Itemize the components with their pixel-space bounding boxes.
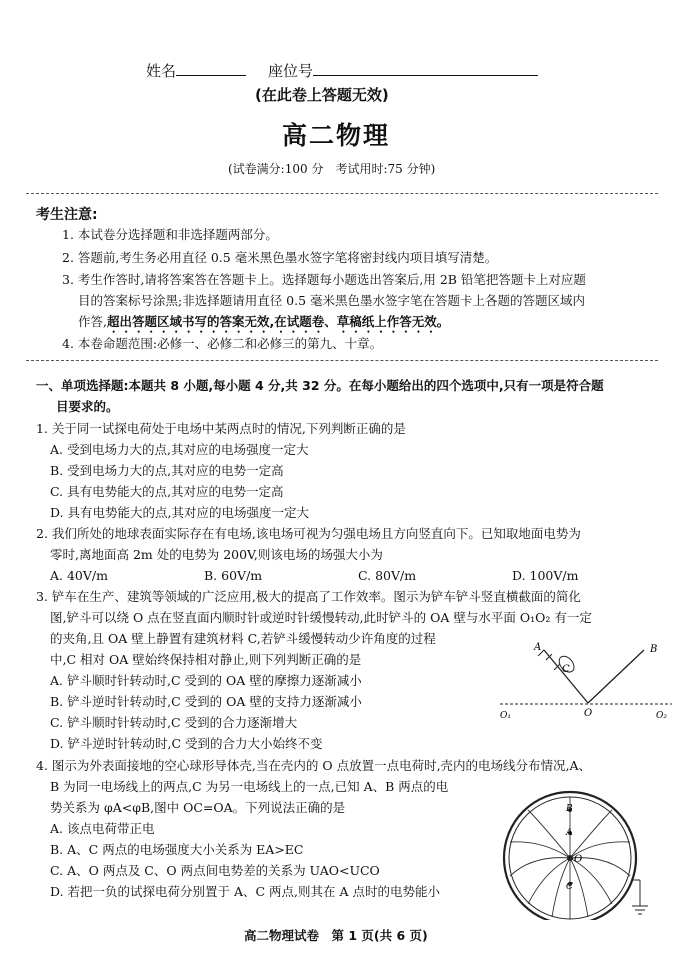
page-footer: 高二物理试卷 第 1 页(共 6 页) [244, 928, 428, 943]
notes-heading: 考生注意: [36, 207, 98, 223]
q1-stem: 1. 关于同一试探电荷处于电场中某两点时的情况,下列判断正确的是 [36, 421, 406, 436]
q3-label-o: O [584, 708, 593, 719]
q4-option-b: B. A、C 两点的电场强度大小关系为 EA>EC [50, 842, 304, 857]
note-3c-bold: 超出答题区域书写的答案无效,在试题卷、草稿纸上作答无效。 [106, 314, 450, 329]
note-3b: 目的答案标号涂黑;非选择题请用直径 0.5 毫米黑色墨水签字笔在答题卡上各题的答题区域内 [78, 293, 586, 308]
q3-option-c: C. 铲斗顺时针转动时,C 受到的合力逐渐增大 [50, 715, 298, 730]
note-3c [78, 312, 449, 336]
q2-stem-b: 零时,离地面高 2m 处的电势为 200V,则该电场的场强大小为 [50, 547, 383, 562]
q3-stem-b: 图,铲斗可以绕 O 点在竖直面内顺时针或逆时针缓慢转动,此时铲斗的 OA 壁与水平面 O₁O₂ 有一定 [50, 610, 592, 625]
q3-label-b: B [650, 644, 658, 655]
q4-stem-c: 势关系为 φA<φB,图中 OC=OA。下列说法正确的是 [50, 800, 346, 815]
seat-label: 座位号 [268, 62, 314, 80]
q4-stem-a: 4. 图示为外表面接地的空心球形导体壳,当在壳内的 O 点放置一点电荷时,壳内的电场线分布情况,A、 [36, 758, 592, 773]
bottom-divider [26, 360, 658, 361]
top-divider [26, 193, 658, 194]
page-title: 高二物理 [282, 121, 391, 150]
section1-title-b: 目要求的。 [56, 399, 119, 414]
q1-option-a: A. 受到电场力大的点,其对应的电场强度一定大 [50, 442, 309, 457]
notice-text: (在此卷上答题无效) [255, 86, 389, 104]
name-field [146, 60, 246, 81]
section1-title-a: 一、单项选择题:本题共 8 小题,每小题 4 分,共 32 分。在每小题给出的四个选项中,只有一项是符合题 [36, 378, 604, 393]
note-3c-pre: 作答, [78, 314, 107, 329]
q4-option-c: C. A、O 两点及 C、O 两点间电势差的关系为 UAO<UCO [50, 863, 380, 878]
name-label: 姓名 [146, 62, 177, 80]
q4-stem-b: B 为同一电场线上的两点,C 为另一电场线上的一点,已知 A、B 两点的电 [50, 779, 449, 794]
q3-option-a: A. 铲斗顺时针转动时,C 受到的 OA 壁的摩擦力逐渐减小 [50, 673, 362, 688]
q3-stem-c: 的夹角,且 OA 壁上静置有建筑材料 C,若铲斗缓慢转动少许角度的过程 [50, 631, 436, 646]
note-3a: 3. 考生作答时,请将答案答在答题卡上。选择题每小题选出答案后,用 2B 铅笔把答题卡上对应题 [62, 272, 586, 287]
q4-label-c: C [566, 882, 573, 892]
q2-option-b: B. 60V/m [204, 568, 263, 583]
q1-option-d: D. 具有电势能大的点,其对应的电场强度一定大 [50, 505, 309, 520]
q3-stem-a: 3. 铲车在生产、建筑等领域的广泛应用,极大的提高了工作效率。图示为铲车铲斗竖直横截面的简化 [36, 589, 581, 604]
q3-label-c: C [562, 664, 570, 675]
q1-option-b: B. 受到电场力大的点,其对应的电势一定高 [50, 463, 284, 478]
exam-meta: (试卷满分:100 分 考试用时:75 分钟) [228, 162, 436, 176]
q2-option-a: A. 40V/m [50, 568, 108, 583]
q4-shell-figure [482, 780, 672, 920]
q4-ground-symbol [632, 880, 648, 914]
note-1: 1. 本试卷分选择题和非选择题两部分。 [62, 227, 278, 242]
q4-label-o: O [574, 854, 583, 865]
q3-stem-d: 中,C 相对 OA 壁始终保持相对静止,则下列判断正确的是 [50, 652, 362, 667]
note-4: 4. 本卷命题范围:必修一、必修二和必修三的第九、十章。 [62, 336, 383, 351]
q2-stem-a: 2. 我们所处的地球表面实际存在有电场,该电场可视为匀强电场且方向竖直向下。已知取地面电势为 [36, 526, 581, 541]
q2-option-d: D. 100V/m [512, 568, 579, 583]
q2-option-c: C. 80V/m [358, 568, 417, 583]
q3-option-d: D. 铲斗逆时针转动时,C 受到的合力大小始终不变 [50, 736, 323, 751]
q4-option-a: A. 该点电荷带正电 [50, 821, 155, 836]
q3-wall-ob [588, 650, 644, 703]
q3-label-a: A [534, 642, 542, 653]
q4-label-a: A [566, 828, 573, 838]
seat-field [268, 60, 538, 81]
q3-label-o1: O₁ [500, 711, 511, 721]
q1-option-c: C. 具有电势能大的点,其对应的电势一定高 [50, 484, 284, 499]
q3-option-b: B. 铲斗逆时针转动时,C 受到的 OA 壁的支持力逐渐减小 [50, 694, 362, 709]
q4-charge-point [567, 855, 573, 861]
q3-label-o2: O₂ [656, 711, 667, 721]
q3-bucket-figure [496, 636, 676, 726]
note-2: 2. 答题前,考生务必用直径 0.5 毫米黑色墨水签字笔将密封线内项目填写清楚。 [62, 250, 498, 265]
q4-label-b: B [566, 804, 573, 814]
q4-option-d: D. 若把一负的试探电荷分别置于 A、C 两点,则其在 A 点时的电势能小 [50, 884, 441, 899]
